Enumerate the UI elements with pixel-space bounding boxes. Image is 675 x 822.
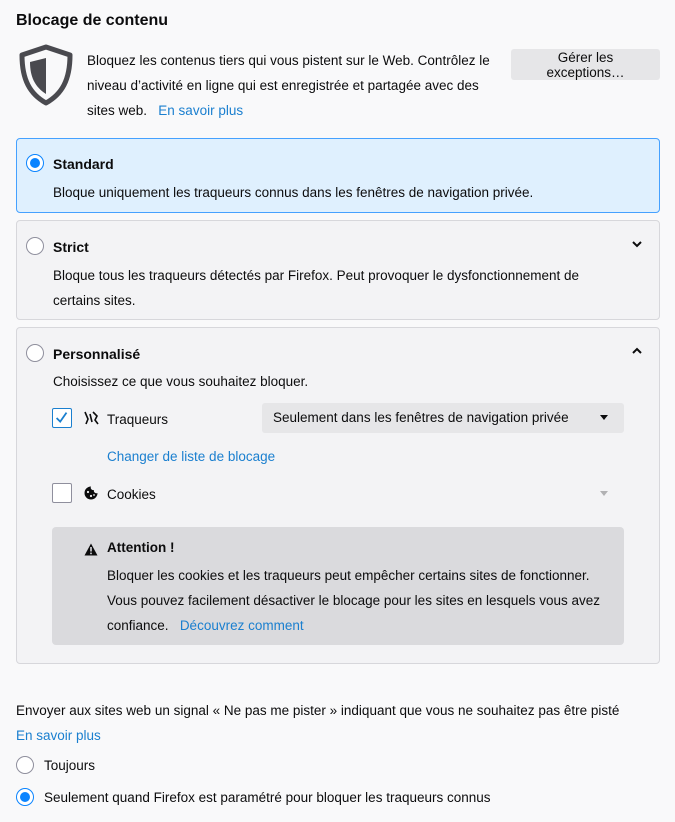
trackers-select[interactable]: Seulement dans les fenêtres de navigation privée bbox=[262, 403, 624, 433]
cookies-select[interactable] bbox=[157, 479, 624, 509]
change-blocklist-link[interactable]: Changer de liste de blocage bbox=[107, 449, 276, 464]
custom-description: Choisissez ce que vous souhaitez bloquer. bbox=[53, 374, 309, 389]
standard-radio[interactable] bbox=[26, 154, 44, 172]
standard-description: Bloque uniquement les traqueurs connus dans les fenêtres de navigation privée. bbox=[53, 185, 534, 200]
dropdown-arrow-icon bbox=[600, 415, 608, 420]
standard-label: Standard bbox=[53, 156, 114, 172]
option-standard[interactable] bbox=[16, 138, 660, 213]
checkmark-icon bbox=[53, 409, 71, 427]
strict-radio[interactable] bbox=[26, 237, 44, 255]
learn-more-link[interactable]: En savoir plus bbox=[158, 103, 244, 118]
custom-radio[interactable] bbox=[26, 344, 44, 362]
trackers-checkbox[interactable] bbox=[52, 408, 72, 428]
cookies-label: Cookies bbox=[107, 487, 156, 502]
cookie-icon bbox=[83, 485, 99, 501]
warning-text: Bloquer les cookies et les traqueurs peut empêcher certains sites de fonctionner. Vous pouvez facilement désactiver le blocage pour les sites en lesquels vous avez confiance. Découvrez comment bbox=[107, 568, 601, 633]
warning-box bbox=[52, 527, 624, 645]
shield-icon bbox=[18, 44, 74, 106]
dnt-learn-more-link[interactable]: En savoir plus bbox=[16, 728, 101, 743]
section-title: Blocage de contenu bbox=[16, 12, 169, 29]
manage-exceptions-button[interactable]: Gérer les exceptions… bbox=[511, 49, 660, 80]
dnt-when-blocking-label: Seulement quand Firefox est paramétré pour bloquer les traqueurs connus bbox=[44, 790, 491, 805]
dnt-always-label: Toujours bbox=[44, 758, 96, 773]
chevron-down-icon[interactable] bbox=[630, 237, 644, 251]
content-blocking-description: Bloquez les contenus tiers qui vous pistent sur le Web. Contrôlez le niveau d’activité en ligne qui est enregistrée et partagée avec des sites web. En savoir plus bbox=[87, 53, 490, 118]
cookies-checkbox[interactable] bbox=[52, 483, 72, 503]
dnt-always-radio[interactable] bbox=[16, 756, 34, 774]
warning-icon bbox=[84, 543, 98, 556]
custom-label: Personnalisé bbox=[53, 346, 141, 362]
dnt-when-blocking-radio[interactable] bbox=[16, 788, 34, 806]
strict-description: Bloque tous les traqueurs détectés par Firefox. Peut provoquer le dysfonctionnement de certains sites. bbox=[53, 268, 580, 308]
tracker-icon bbox=[83, 410, 99, 426]
learn-how-link[interactable]: Découvrez comment bbox=[179, 618, 304, 633]
warning-title: Attention ! bbox=[107, 540, 175, 555]
strict-label: Strict bbox=[53, 239, 89, 255]
chevron-up-icon[interactable] bbox=[630, 344, 644, 358]
dnt-description: Envoyer aux sites web un signal « Ne pas me pister » indiquant que vous ne souhaitez pas être pisté bbox=[16, 703, 620, 718]
option-strict[interactable] bbox=[16, 220, 660, 320]
trackers-label: Traqueurs bbox=[107, 412, 169, 427]
dropdown-arrow-icon bbox=[600, 491, 608, 496]
